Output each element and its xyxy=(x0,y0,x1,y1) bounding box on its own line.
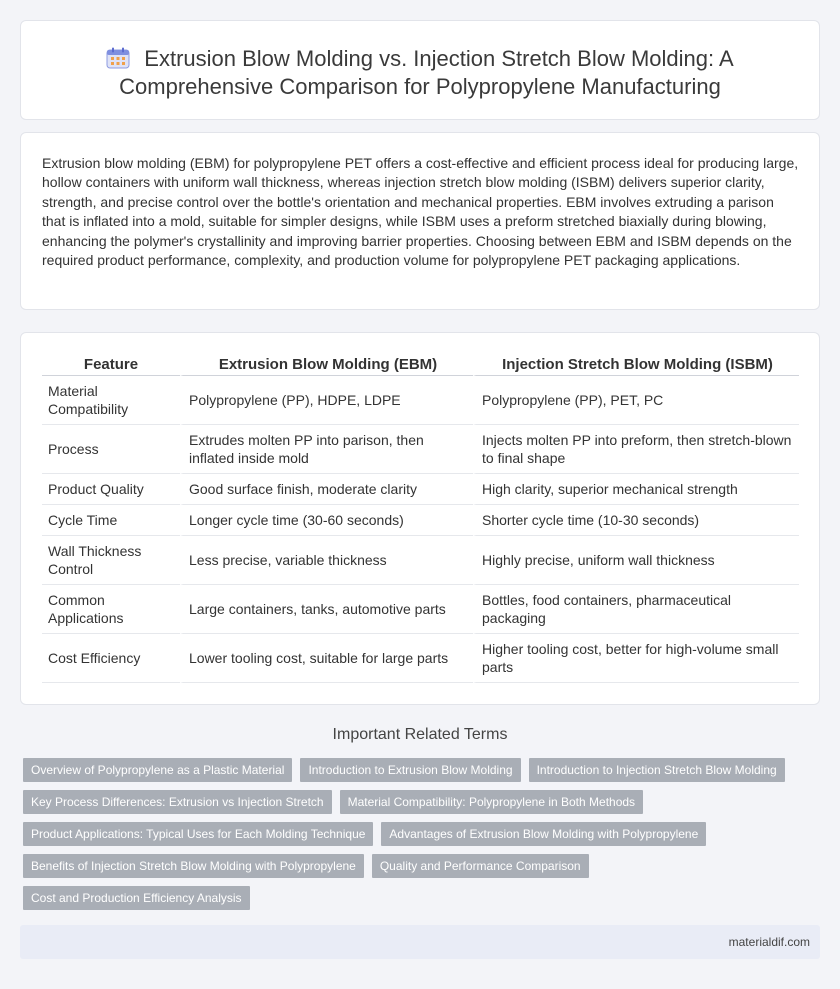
cell-ebm: Good surface finish, moderate clarity xyxy=(180,474,473,505)
table-row xyxy=(42,474,799,505)
related-term-tag[interactable]: Cost and Production Efficiency Analysis xyxy=(23,886,250,910)
cell-ebm: Longer cycle time (30-60 seconds) xyxy=(180,505,473,536)
calendar-icon xyxy=(106,47,130,69)
header-isbm: Injection Stretch Blow Molding (ISBM) xyxy=(473,353,799,376)
related-term-tag[interactable]: Product Applications: Typical Uses for Each Molding Technique xyxy=(23,822,373,846)
table-header-row xyxy=(42,353,799,376)
cell-ebm: Polypropylene (PP), HDPE, LDPE xyxy=(180,376,473,425)
related-terms-title: Important Related Terms xyxy=(332,726,508,743)
footer-site-link[interactable]: materialdif.com xyxy=(728,935,810,949)
cell-isbm: Polypropylene (PP), PET, PC xyxy=(473,376,799,425)
related-term-tag[interactable]: Quality and Performance Comparison xyxy=(372,854,589,878)
cell-isbm: High clarity, superior mechanical strength xyxy=(473,474,799,505)
cell-isbm: Highly precise, uniform wall thickness xyxy=(473,536,799,585)
comparison-table xyxy=(42,353,799,683)
header-feature: Feature xyxy=(42,353,180,376)
table-row xyxy=(42,536,799,585)
cell-isbm: Shorter cycle time (10-30 seconds) xyxy=(473,505,799,536)
cell-feature: Product Quality xyxy=(42,474,180,505)
table-row xyxy=(42,585,799,634)
cell-isbm: Bottles, food containers, pharmaceutical packaging xyxy=(473,585,799,634)
related-term-tag[interactable]: Introduction to Injection Stretch Blow Molding xyxy=(529,758,785,782)
related-term-tag[interactable]: Benefits of Injection Stretch Blow Molding with Polypropylene xyxy=(23,854,364,878)
related-term-tag[interactable]: Key Process Differences: Extrusion vs Injection Stretch xyxy=(23,790,332,814)
cell-feature: Material Compatibility xyxy=(42,376,180,425)
cell-isbm: Injects molten PP into preform, then stretch-blown to final shape xyxy=(473,425,799,474)
cell-feature: Cost Efficiency xyxy=(42,634,180,683)
cell-feature: Wall Thickness Control xyxy=(42,536,180,585)
intro-paragraph: Extrusion blow molding (EBM) for polypropylene PET offers a cost-effective and efficient process ideal for producing large, hollow containers with uniform wall thickness, whereas injection stretch blow molding (ISBM) delivers superior clarity, strength, and precise control over the bottle's orientation and mechanical properties. EBM involves extruding a parison that is inflated into a mold, suitable for simpler designs, while ISBM uses a preform stretched biaxially during blowing, enhancing the polymer's crystallinity and improving barrier properties. Choosing between EBM and ISBM depends on the required product performance, complexity, and production volume for polypropylene PET packaging applications. xyxy=(42,155,799,269)
cell-feature: Common Applications xyxy=(42,585,180,634)
cell-feature: Cycle Time xyxy=(42,505,180,536)
cell-ebm: Extrudes molten PP into parison, then inflated inside mold xyxy=(180,425,473,474)
related-terms-list xyxy=(23,758,813,910)
related-term-tag[interactable]: Overview of Polypropylene as a Plastic Material xyxy=(23,758,292,782)
intro-card xyxy=(20,132,820,310)
cell-ebm: Lower tooling cost, suitable for large parts xyxy=(180,634,473,683)
cell-ebm: Less precise, variable thickness xyxy=(180,536,473,585)
comparison-card xyxy=(20,332,820,705)
cell-isbm: Higher tooling cost, better for high-volume small parts xyxy=(473,634,799,683)
table-row xyxy=(42,505,799,536)
table-row xyxy=(42,634,799,683)
related-term-tag[interactable]: Advantages of Extrusion Blow Molding with Polypropylene xyxy=(381,822,706,846)
title-card xyxy=(20,20,820,120)
table-row xyxy=(42,376,799,425)
footer xyxy=(20,925,820,959)
table-row xyxy=(42,425,799,474)
page-title: Extrusion Blow Molding vs. Injection Stretch Blow Molding: A Comprehensive Comparison for Polypropylene Manufacturing xyxy=(51,45,789,101)
cell-feature: Process xyxy=(42,425,180,474)
related-term-tag[interactable]: Material Compatibility: Polypropylene in Both Methods xyxy=(340,790,643,814)
header-ebm: Extrusion Blow Molding (EBM) xyxy=(180,353,473,376)
related-term-tag[interactable]: Introduction to Extrusion Blow Molding xyxy=(300,758,520,782)
cell-ebm: Large containers, tanks, automotive parts xyxy=(180,585,473,634)
